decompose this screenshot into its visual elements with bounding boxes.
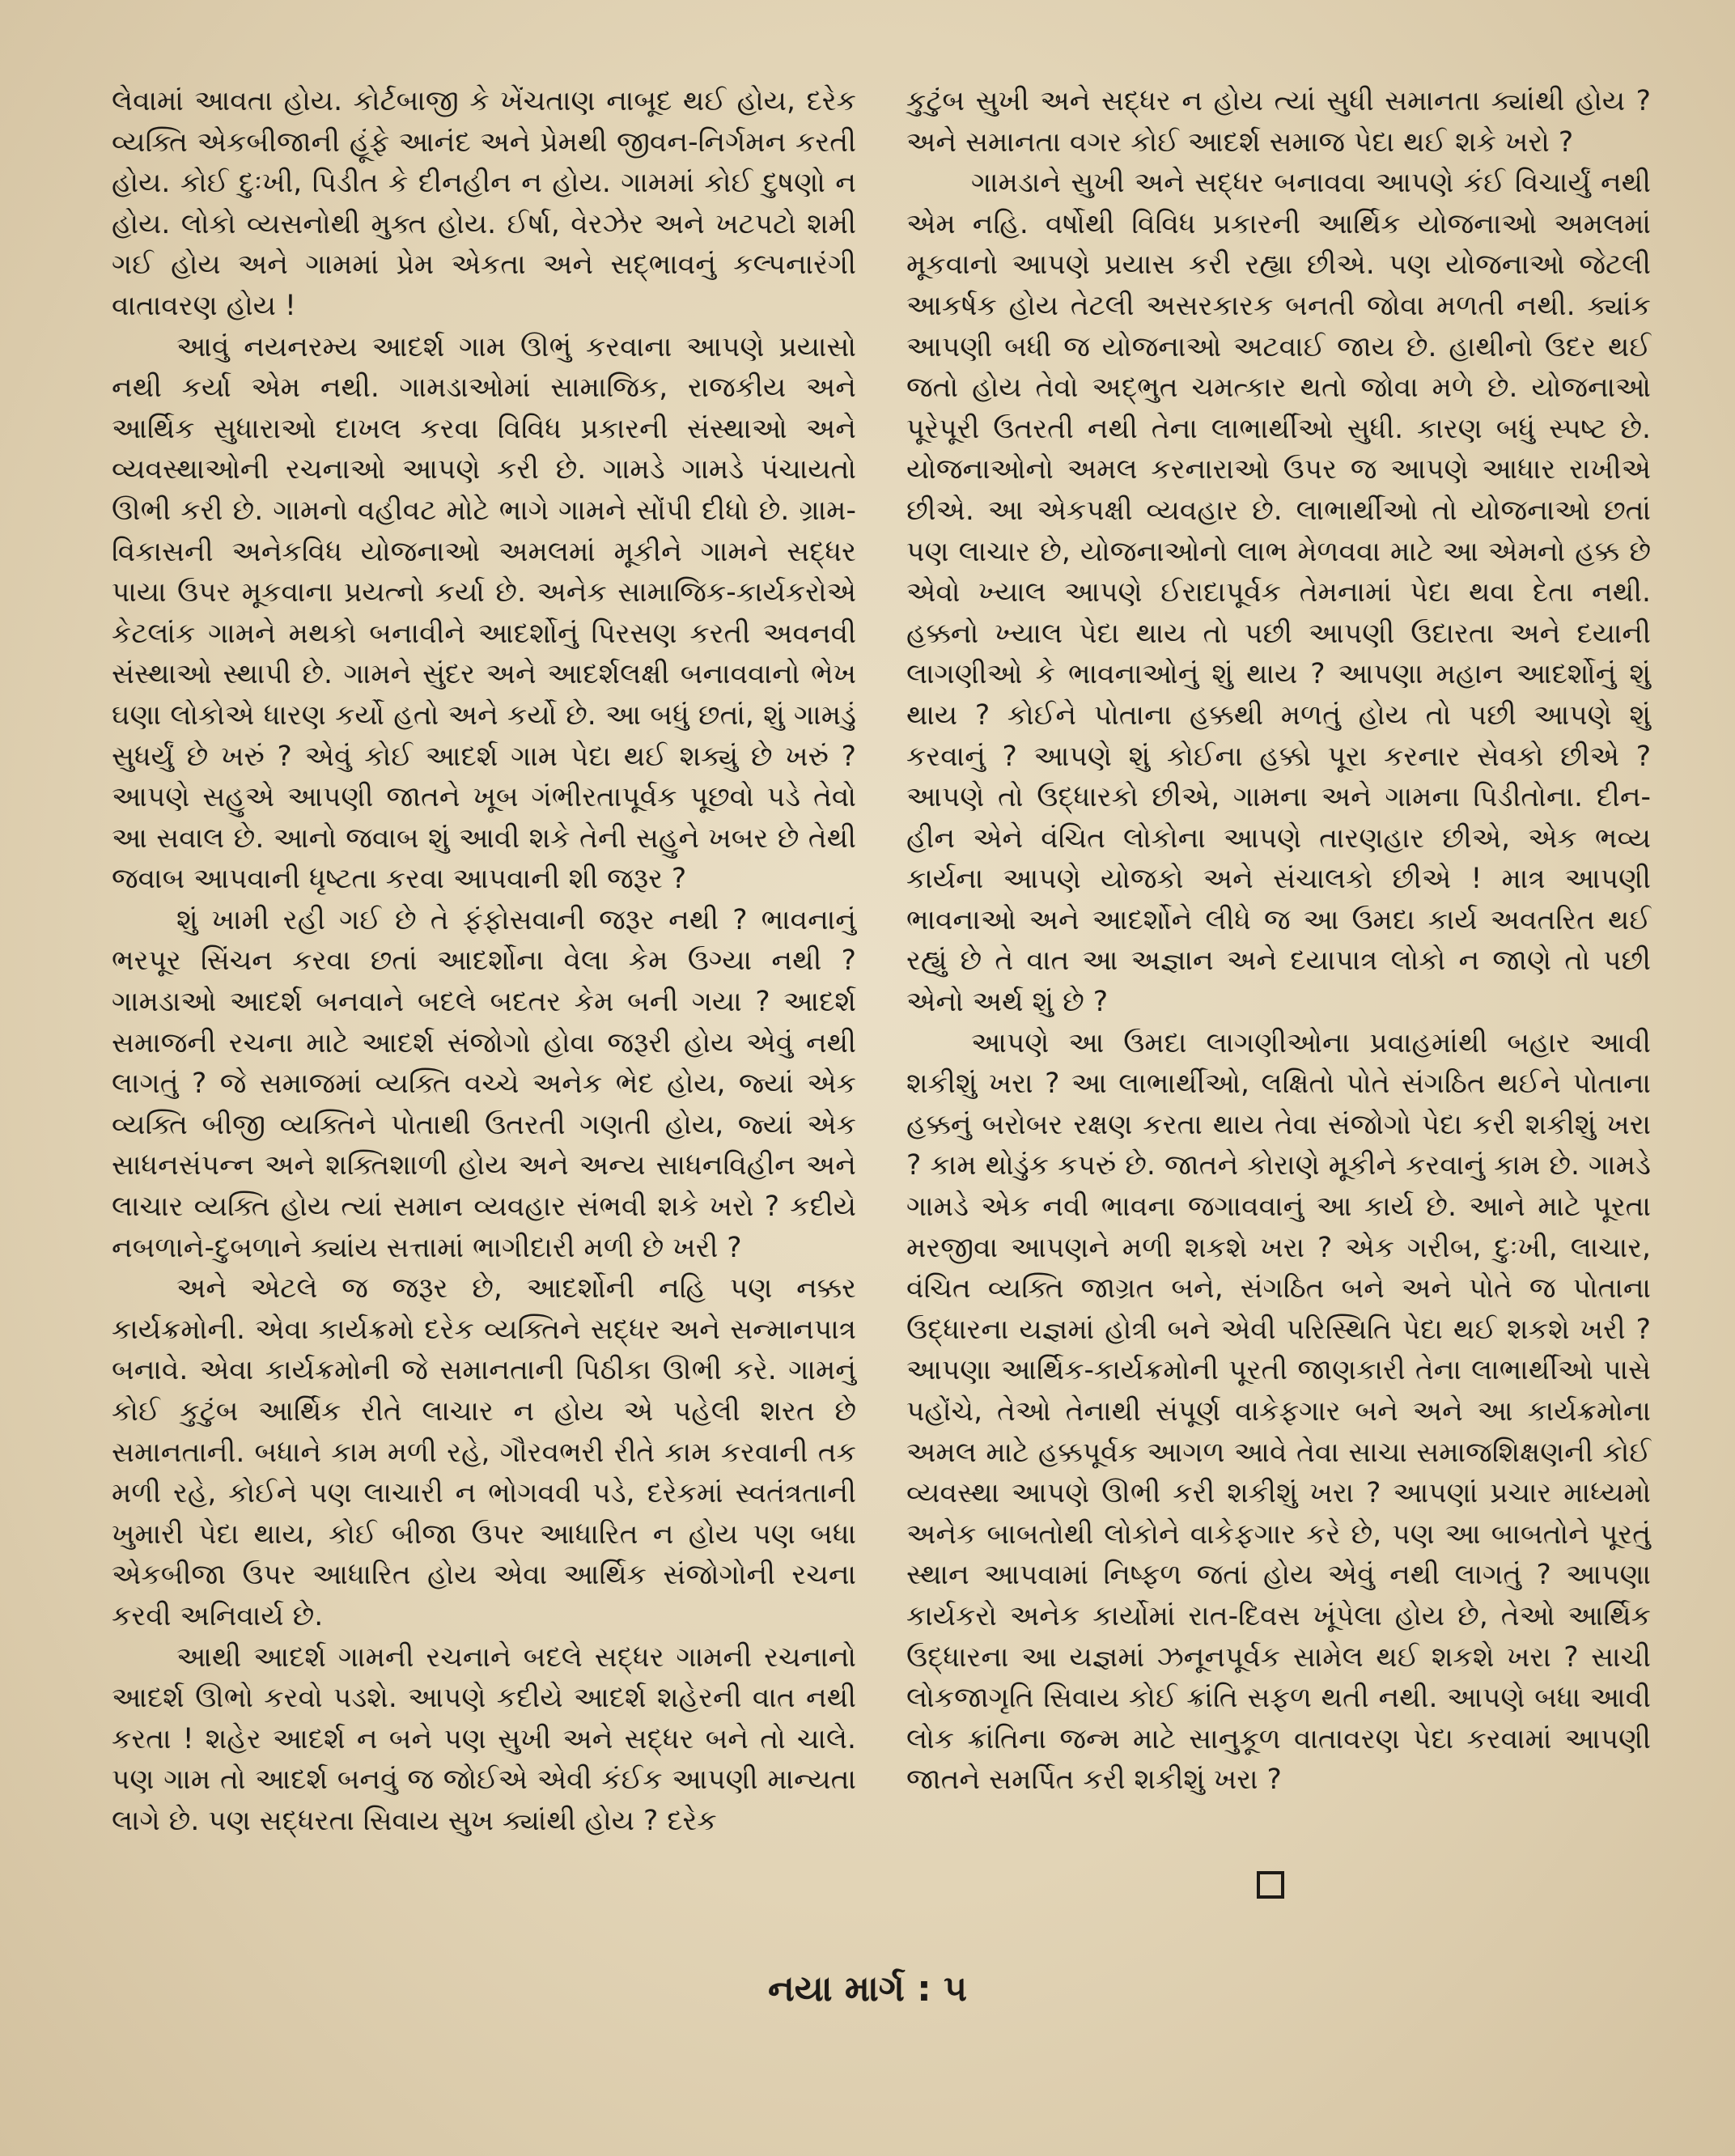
paragraph: ગામડાને સુખી અને સદ્ધર બનાવવા આપણે કંઈ વિચાર્યું નથી એમ નહિ. વર્ષોથી વિવિધ પ્રકારની આર્થિક યોજનાઓ અમલમાં મૂકવાનો આપણે પ્રયાસ કરી રહ્યા છીએ. પણ યોજનાઓ જેટલી આકર્ષક હોય તેટલી અસરકારક બનતી જોવા મળતી નથી. ક્યાંક આપણી બધી જ યોજનાઓ અટવાઈ જાય છે. હાથીનો ઉદર થઈ જતો હોય તેવો અદ્ભુત ચમત્કાર થતો જોવા મળે છે. યોજનાઓ પૂરેપૂરી ઉતરતી નથી તેના લાભાર્થીઓ સુધી. કારણ બધું સ્પષ્ટ છે. યોજનાઓનો અમલ કરનારાઓ ઉપર જ આપણે આધાર રાખીએ છીએ. આ એકપક્ષી વ્યવહાર છે. લાભાર્થીઓ તો યોજનાઓ છતાં પણ લાચાર છે, યોજનાઓનો લાભ મેળવવા માટે આ એમનો હક્ક છે એવો ખ્યાલ આપણે ઈરાદાપૂર્વક તેમનામાં પેદા થવા દેતા નથી. હક્કનો ખ્યાલ પેદા થાય તો પછી આપણી ઉદારતા અને દયાની લાગણીઓ કે ભાવનાઓનું શું થાય ? આપણા મહાન આદર્શોનું શું થાય ? કોઈને પોતાના હક્કથી મળતું હોય તો પછી આપણે શું કરવાનું ? આપણે શું કોઈના હક્કો પૂરા કરનાર સેવકો છીએ ? આપણે તો ઉદ્ધારકો છીએ, ગામના અને ગામના પિડીતોના. દીન-હીન એને વંચિત લોકોના આપણે તારણહાર છીએ, એક ભવ્ય કાર્યના આપણે યોજકો અને સંચાલકો છીએ ! માત્ર આપણી ભાવનાઓ અને આદર્શોને લીધે જ આ ઉમદા કાર્ય અવતરિત થઈ રહ્યું છે તે વાત આ અજ્ઞાન અને દયાપાત્ર લોકો ન જાણે તો પછી એનો અર્થ શું છે ? [906, 167, 1651, 1019]
paragraph: શું ખામી રહી ગઈ છે તે ફંફોસવાની જરૂર નથી ? ભાવનાનું ભરપૂર સિંચન કરવા છતાં આદર્શોના વેલા કેમ ઉગ્યા નથી ? ગામડાઓ આદર્શ બનવાને બદલે બદતર કેમ બની ગયા ? આદર્શ સમાજની રચના માટે આદર્શ સંજોગો હોવા જરૂરી હોય એવું નથી લાગતું ? જે સમાજમાં વ્યક્તિ વચ્ચે અનેક ભેદ હોય, જ્યાં એક વ્યક્તિ બીજી વ્યક્તિને પોતાથી ઉતરતી ગણતી હોય, જ્યાં એક સાધનસંપન્ન અને શક્તિશાળી હોય અને અન્ય સાધનવિહીન અને લાચાર વ્યક્તિ હોય ત્યાં સમાન વ્યવહાર સંભવી શકે ખરો ? કદીયે નબળાને-દુબળાને ક્યાંય સત્તામાં ભાગીદારી મળી છે ખરી ? [112, 903, 856, 1264]
left-text-column [112, 81, 856, 1842]
right-text-column [906, 81, 1651, 1801]
paragraph: અને એટલે જ જરૂર છે, આદર્શોની નહિ પણ નક્કર કાર્યક્રમોની. એવા કાર્યક્રમો દરેક વ્યક્તિને સદ્ધર અને સન્માનપાત્ર બનાવે. એવા કાર્યક્રમોની જે સમાનતાની પિઠીકા ઊભી કરે. ગામનું કોઈ કુટુંબ આર્થિક રીતે લાચાર ન હોય એ પહેલી શરત છે સમાનતાની. બધાને કામ મળી રહે, ગૌરવભરી રીતે કામ કરવાની તક મળી રહે, કોઈને પણ લાચારી ન ભોગવવી પડે, દરેકમાં સ્વતંત્રતાની ખુમારી પેદા થાય, કોઈ બીજા ઉપર આધારિત ન હોય પણ બધા એકબીજા ઉપર આધારિત હોય એવા આર્થિક સંજોગોની રચના કરવી અનિવાર્ય છે. [112, 1272, 856, 1632]
paragraph: લેવામાં આવતા હોય. કોર્ટબાજી કે ખેંચતાણ નાબૂદ થઈ હોય, દરેક વ્યક્તિ એકબીજાની હૂંફે આનંદ અને પ્રેમથી જીવન-નિર્ગમન કરતી હોય. કોઈ દુઃખી, પિડીત કે દીનહીન ન હોય. ગામમાં કોઈ દુષણો ન હોય. લોકો વ્યસનોથી મુક્ત હોય. ઈર્ષા, વેરઝેર અને ખટપટો શમી ગઈ હોય અને ગામમાં પ્રેમ એકતા અને સદ્ભાવનું કલ્પનારંગી વાતાવરણ હોય ! [112, 85, 856, 322]
paragraph: કુટુંબ સુખી અને સદ્ધર ન હોય ત્યાં સુધી સમાનતા ક્યાંથી હોય ? અને સમાનતા વગર કોઈ આદર્શ સમાજ પેદા થઈ શકે ખરો ? [906, 85, 1651, 159]
paragraph: આવું નયનરમ્ય આદર્શ ગામ ઊભું કરવાના આપણે પ્રયાસો નથી કર્યા એમ નથી. ગામડાઓમાં સામાજિક, રાજકીય અને આર્થિક સુધારાઓ દાખલ કરવા વિવિધ પ્રકારની સંસ્થાઓ અને વ્યવસ્થાઓની રચનાઓ આપણે કરી છે. ગામડે ગામડે પંચાયતો ઊભી કરી છે. ગામનો વહીવટ મોટે ભાગે ગામને સોંપી દીધો છે. ગ્રામ-વિકાસની અનેકવિધ યોજનાઓ અમલમાં મૂકીને ગામને સદ્ધર પાયા ઉપર મૂકવાના પ્રયત્નો કર્યા છે. અનેક સામાજિક-કાર્યકરોએ કેટલાંક ગામને મથકો બનાવીને આદર્શોનું પિરસણ કરતી અવનવી સંસ્થાઓ સ્થાપી છે. ગામને સુંદર અને આદર્શલક્ષી બનાવવાનો ભેખ ઘણા લોકોએ ધારણ કર્યો હતો અને કર્યો છે. આ બધું છતાં, શું ગામડું સુધર્યું છે ખરું ? એવું કોઈ આદર્શ ગામ પેદા થઈ શક્યું છે ખરું ? આપણે સહુએ આપણી જાતને ખૂબ ગંભીરતાપૂર્વક પૂછવો પડે તેવો આ સવાલ છે. આનો જવાબ શું આવી શકે તેની સહુને ખબર છે તેથી જવાબ આપવાની ધૃષ્ટતા કરવા આપવાની શી જરૂર ? [112, 330, 856, 896]
paragraph: આથી આદર્શ ગામની રચનાને બદલે સદ્ધર ગામની રચનાનો આદર્શ ઊભો કરવો પડશે. આપણે કદીયે આદર્શ શહેરની વાત નથી કરતા ! શહેર આદર્શ ન બને પણ સુખી અને સદ્ધર બને તો ચાલે. પણ ગામ તો આદર્શ બનવું જ જોઈએ એવી કંઈક આપણી માન્યતા લાગે છે. પણ સદ્ધરતા સિવાય સુખ ક્યાંથી હોય ? દરેક [112, 1640, 856, 1837]
paragraph: આપણે આ ઉમદા લાગણીઓના પ્રવાહમાંથી બહાર આવી શકીશું ખરા ? આ લાભાર્થીઓ, લક્ષિતો પોતે સંગઠિત થઈને પોતાના હક્કનું બરોબર રક્ષણ કરતા થાય તેવા સંજોગો પેદા કરી શકીશું ખરા ? કામ થોડુંક કપરું છે. જાતને કોરાણે મૂકીને કરવાનું કામ છે. ગામડે ગામડે એક નવી ભાવના જગાવવાનું આ કાર્ય છે. આને માટે પૂરતા મરજીવા આપણને મળી શકશે ખરા ? એક ગરીબ, દુઃખી, લાચાર, વંચિત વ્યક્તિ જાગ્રત બને, સંગઠિત બને અને પોતે જ પોતાના ઉદ્ધારના યજ્ઞમાં હોત્રી બને એવી પરિસ્થિતિ પેદા થઈ શકશે ખરી ? આપણા આર્થિક-કાર્યક્રમોની પૂરતી જાણકારી તેના લાભાર્થીઓ પાસે પહોંચે, તેઓ તેનાથી સંપૂર્ણ વાકેફગાર બને અને આ કાર્યક્રમોના અમલ માટે હક્કપૂર્વક આગળ આવે તેવા સાચા સમાજશિક્ષણની કોઈ વ્યવસ્થા આપણે ઊભી કરી શકીશું ખરા ? આપણાં પ્રચાર માધ્યમો અનેક બાબતોથી લોકોને વાકેફગાર કરે છે, પણ આ બાબતોને પૂરતું સ્થાન આપવામાં નિષ્ફળ જતાં હોય એવું નથી લાગતું ? આપણા કાર્યકરો અનેક કાર્યોમાં રાત-દિવસ ખૂંપેલા હોય છે, તેઓ આર્થિક ઉદ્ધારના આ યજ્ઞમાં ઝનૂનપૂર્વક સામેલ થઈ શકશે ખરા ? સાચી લોકજાગૃતિ સિવાય કોઈ ક્રાંતિ સફળ થતી નથી. આપણે બધા આવી લોક ક્રાંતિના જન્મ માટે સાનુકૂળ વાતાવરણ પેદા કરવામાં આપણી જાતને સમર્પિત કરી શકીશું ખરા ? [906, 1026, 1651, 1797]
page-footer: નયા માર્ગ : ૫ [767, 1968, 968, 2010]
article-end-square-icon [1257, 1871, 1284, 1899]
